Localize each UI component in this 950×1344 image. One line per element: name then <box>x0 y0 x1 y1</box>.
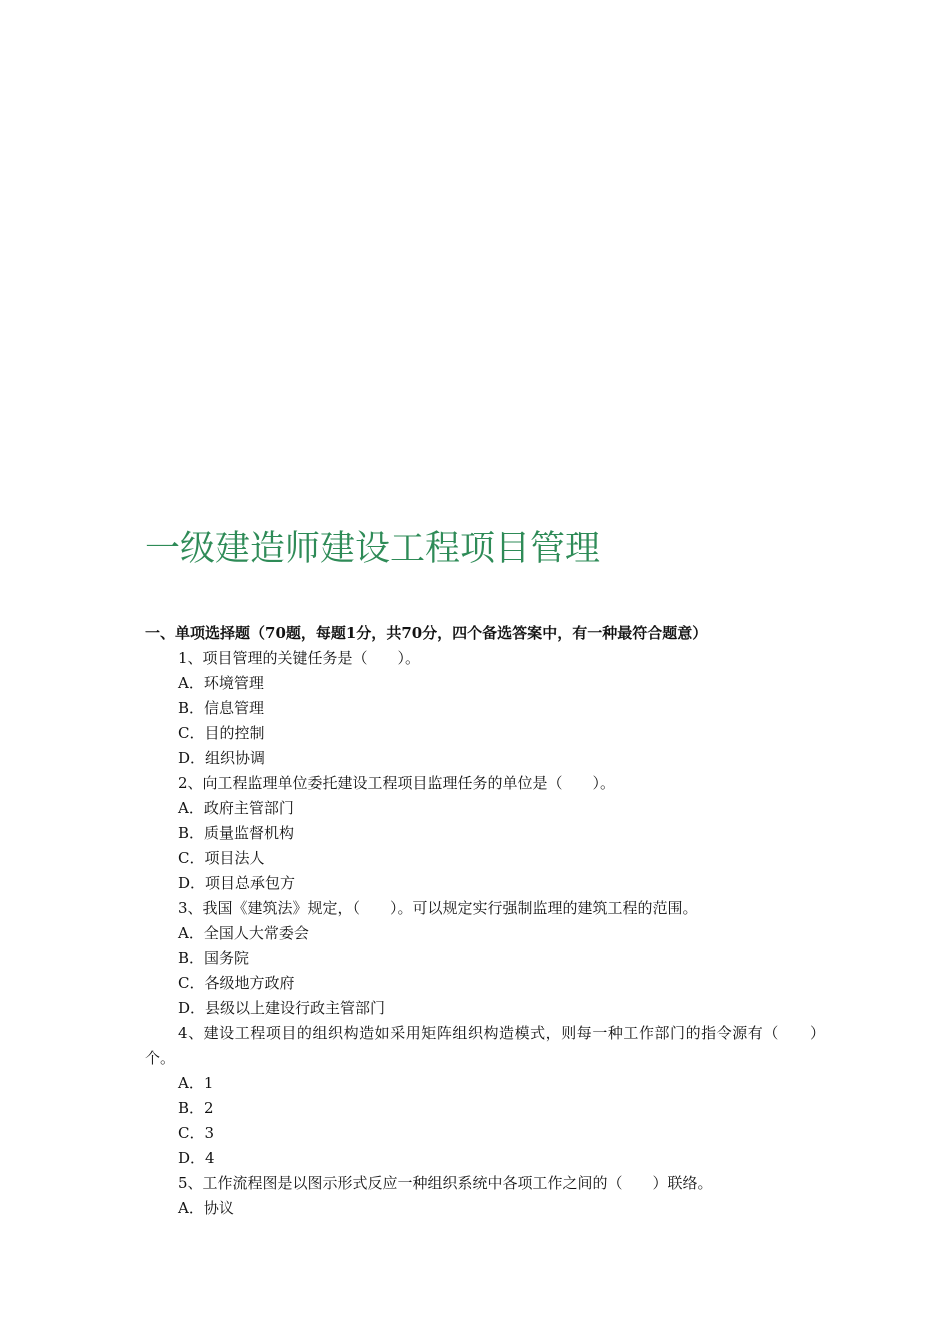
question-3: 3、我国《建筑法》规定，（ ）。可以规定实行强制监理的建筑工程的范围。 <box>178 899 698 917</box>
question-3-option-d: D．县级以上建设行政主管部门 <box>178 999 386 1017</box>
question-4: 4、建设工程项目的组织构造如采用矩阵组织构造模式，则每一种工作部门的指令源有（ ）个。 <box>145 1024 825 1067</box>
question-1-option-d: D．组织协调 <box>178 749 266 767</box>
question-4-option-c: C．3 <box>178 1124 215 1142</box>
question-1-option-a: A．环境管理 <box>178 674 264 692</box>
question-5-option-a: A．协议 <box>178 1199 234 1217</box>
question-1-option-c: C．目的控制 <box>178 724 265 742</box>
question-2: 2、向工程监理单位委托建设工程项目监理任务的单位是（ ）。 <box>178 774 616 792</box>
question-2-option-a: A．政府主管部门 <box>178 799 294 817</box>
section-heading: 一、单项选择题（70题，每题1分，共70分，四个备选答案中，有一种最符合题意） <box>145 624 708 642</box>
document-title: 一级建造师建设工程项目管理 <box>145 529 601 569</box>
question-5: 5、工作流程图是以图示形式反应一种组织系统中各项工作之间的（ ）联络。 <box>178 1174 713 1192</box>
question-1-option-b: B．信息管理 <box>178 699 265 717</box>
question-1: 1、项目管理的关键任务是（ ）。 <box>178 649 421 667</box>
exam-body <box>145 621 825 1221</box>
question-4-option-d: D．4 <box>178 1149 215 1167</box>
question-2-option-c: C．项目法人 <box>178 849 265 867</box>
question-3-option-c: C．各级地方政府 <box>178 974 295 992</box>
question-2-option-d: D．项目总承包方 <box>178 874 296 892</box>
question-3-option-a: A．全国人大常委会 <box>178 924 309 942</box>
question-2-option-b: B．质量监督机构 <box>178 824 295 842</box>
question-4-option-b: B．2 <box>178 1099 214 1117</box>
question-4-option-a: A．1 <box>178 1074 214 1092</box>
question-3-option-b: B．国务院 <box>178 949 250 967</box>
